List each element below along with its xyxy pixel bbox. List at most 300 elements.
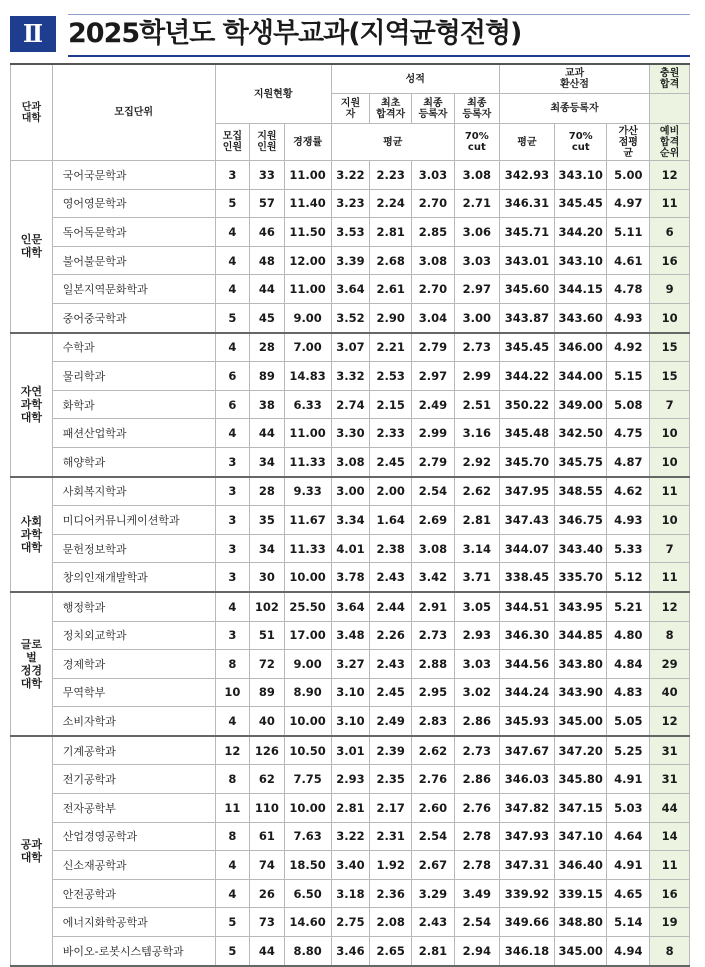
cell-c3: 5.12: [607, 563, 650, 592]
cell-g3: 2.79: [412, 333, 455, 362]
cell-g3: 3.08: [412, 534, 455, 563]
cell-g2: 2.38: [370, 534, 412, 563]
cell-g2: 2.31: [370, 822, 412, 851]
cell-g1: 3.10: [331, 678, 370, 707]
department-name: 창의인재개발학과: [52, 563, 215, 592]
cell-g1: 3.32: [331, 362, 370, 391]
cell-g4: 3.08: [454, 161, 499, 190]
cell-c1: 349.66: [499, 908, 554, 937]
cell-g1: 3.00: [331, 477, 370, 506]
cell-extra: 10: [650, 303, 690, 332]
cell-g4: 3.16: [454, 419, 499, 448]
cell-extra: 12: [650, 592, 690, 621]
cell-c1: 344.07: [499, 534, 554, 563]
cell-applied: 38: [250, 390, 284, 419]
cell-c1: 346.31: [499, 189, 554, 218]
cell-c1: 346.18: [499, 937, 554, 966]
cell-c1: 346.03: [499, 765, 554, 794]
cell-extra: 11: [650, 563, 690, 592]
cell-applied: 26: [250, 879, 284, 908]
cell-ratio: 11.00: [284, 161, 331, 190]
col-final-reg-1: 최종 등록자: [412, 94, 455, 124]
cell-c1: 342.93: [499, 161, 554, 190]
cell-g3: 2.69: [412, 506, 455, 535]
cell-c1: 345.70: [499, 447, 554, 476]
col-quota: 모집 인원: [215, 124, 249, 161]
cell-g3: 3.03: [412, 161, 455, 190]
cell-g4: 2.78: [454, 851, 499, 880]
col-min-pass: 최초 합격자: [370, 94, 412, 124]
cell-c1: 347.31: [499, 851, 554, 880]
department-name: 에너지화학공학과: [52, 908, 215, 937]
cell-ratio: 11.33: [284, 447, 331, 476]
cell-g2: 1.92: [370, 851, 412, 880]
cell-quota: 4: [215, 851, 249, 880]
cell-applied: 44: [250, 275, 284, 304]
cell-ratio: 11.00: [284, 275, 331, 304]
cell-g3: 2.76: [412, 765, 455, 794]
department-name: 산업경영공학과: [52, 822, 215, 851]
cell-c3: 5.21: [607, 592, 650, 621]
cell-ratio: 10.00: [284, 794, 331, 823]
cell-g3: 2.49: [412, 390, 455, 419]
cell-c1: 344.56: [499, 650, 554, 679]
cell-applied: 73: [250, 908, 284, 937]
cell-applied: 89: [250, 362, 284, 391]
cell-ratio: 10.00: [284, 563, 331, 592]
cell-quota: 5: [215, 303, 249, 332]
cell-ratio: 11.40: [284, 189, 331, 218]
col-waitlist: 예비 합격 순위: [650, 124, 690, 161]
col-grades: 성적: [331, 64, 499, 94]
cell-g2: 2.36: [370, 879, 412, 908]
cell-extra: 14: [650, 822, 690, 851]
cell-quota: 3: [215, 161, 249, 190]
table-row: [11, 275, 690, 304]
cell-g2: 2.08: [370, 908, 412, 937]
cell-g2: 2.45: [370, 678, 412, 707]
cell-quota: 4: [215, 333, 249, 362]
cell-g4: 3.71: [454, 563, 499, 592]
cell-c2: 346.00: [555, 333, 607, 362]
cell-g4: 3.06: [454, 218, 499, 247]
cell-c2: 348.55: [555, 477, 607, 506]
cell-c1: 347.43: [499, 506, 554, 535]
cell-g1: 2.81: [331, 794, 370, 823]
cell-c2: 343.10: [555, 161, 607, 190]
cell-quota: 4: [215, 879, 249, 908]
cell-g4: 3.05: [454, 592, 499, 621]
cell-applied: 51: [250, 621, 284, 650]
cell-g2: 2.23: [370, 161, 412, 190]
table-row: [11, 736, 690, 765]
cell-g1: 3.18: [331, 879, 370, 908]
cell-extra: 6: [650, 218, 690, 247]
cell-g4: 2.92: [454, 447, 499, 476]
cell-applied: 74: [250, 851, 284, 880]
cell-c3: 4.83: [607, 678, 650, 707]
cell-applied: 72: [250, 650, 284, 679]
table-row: [11, 333, 690, 362]
department-name: 국어국문학과: [52, 161, 215, 190]
cell-c2: 344.15: [555, 275, 607, 304]
department-name: 수학과: [52, 333, 215, 362]
cell-c1: 345.71: [499, 218, 554, 247]
title-bar: [10, 14, 690, 58]
table-row: [11, 707, 690, 736]
cell-g4: 2.71: [454, 189, 499, 218]
col-application-status: 지원현황: [215, 64, 331, 124]
col-avg: 평균: [331, 124, 454, 161]
col-applicant: 지원 자: [331, 94, 370, 124]
cell-g2: 2.43: [370, 563, 412, 592]
cell-c1: 344.24: [499, 678, 554, 707]
cell-extra: 11: [650, 851, 690, 880]
cell-c2: 343.90: [555, 678, 607, 707]
cell-c3: 4.93: [607, 506, 650, 535]
department-name: 전자공학부: [52, 794, 215, 823]
cell-extra: 15: [650, 333, 690, 362]
cell-quota: 5: [215, 908, 249, 937]
cell-g2: 2.49: [370, 707, 412, 736]
cell-g3: 2.62: [412, 736, 455, 765]
cell-g3: 2.43: [412, 908, 455, 937]
cell-ratio: 6.33: [284, 390, 331, 419]
cell-g1: 2.93: [331, 765, 370, 794]
table-row: [11, 822, 690, 851]
table-row: [11, 362, 690, 391]
department-name: 신소재공학과: [52, 851, 215, 880]
cell-ratio: 11.67: [284, 506, 331, 535]
department-name: 사회복지학과: [52, 477, 215, 506]
cell-ratio: 11.00: [284, 419, 331, 448]
cell-quota: 12: [215, 736, 249, 765]
cell-g3: 3.42: [412, 563, 455, 592]
cell-applied: 126: [250, 736, 284, 765]
table-row: [11, 246, 690, 275]
department-name: 행정학과: [52, 592, 215, 621]
cell-applied: 45: [250, 303, 284, 332]
department-name: 일본지역문화학과: [52, 275, 215, 304]
cell-extra: 8: [650, 937, 690, 966]
cell-c1: 343.01: [499, 246, 554, 275]
cell-g3: 2.97: [412, 362, 455, 391]
cell-g1: 2.75: [331, 908, 370, 937]
cell-c3: 4.87: [607, 447, 650, 476]
cell-quota: 4: [215, 246, 249, 275]
cell-g1: 4.01: [331, 534, 370, 563]
cell-applied: 46: [250, 218, 284, 247]
cell-g4: 2.86: [454, 765, 499, 794]
department-name: 미디어커뮤니케이션학과: [52, 506, 215, 535]
cell-extra: 12: [650, 707, 690, 736]
cell-g2: 2.17: [370, 794, 412, 823]
cell-c2: 347.10: [555, 822, 607, 851]
cell-c1: 346.30: [499, 621, 554, 650]
cell-applied: 35: [250, 506, 284, 535]
cell-g1: 3.22: [331, 161, 370, 190]
cell-g3: 2.85: [412, 218, 455, 247]
cell-g2: 2.35: [370, 765, 412, 794]
cell-c3: 4.80: [607, 621, 650, 650]
cell-ratio: 9.00: [284, 303, 331, 332]
col-avg2: 평균: [499, 124, 554, 161]
cell-g1: 3.48: [331, 621, 370, 650]
cell-c3: 4.64: [607, 822, 650, 851]
cell-c3: 4.94: [607, 937, 650, 966]
col-extra-sub: [650, 94, 690, 124]
cell-applied: 28: [250, 477, 284, 506]
cell-g4: 3.03: [454, 650, 499, 679]
table-row: [11, 161, 690, 190]
cell-applied: 110: [250, 794, 284, 823]
cell-c1: 345.93: [499, 707, 554, 736]
cell-c1: 345.60: [499, 275, 554, 304]
cell-g4: 2.73: [454, 333, 499, 362]
cell-c3: 5.05: [607, 707, 650, 736]
cell-g3: 2.70: [412, 275, 455, 304]
cell-ratio: 10.00: [284, 707, 331, 736]
cell-c2: 345.80: [555, 765, 607, 794]
cell-extra: 19: [650, 908, 690, 937]
cell-c2: 345.00: [555, 937, 607, 966]
cell-c1: 347.82: [499, 794, 554, 823]
cell-c2: 348.80: [555, 908, 607, 937]
cell-c1: 344.51: [499, 592, 554, 621]
cell-g4: 2.51: [454, 390, 499, 419]
cell-g1: 3.64: [331, 592, 370, 621]
cell-g2: 2.39: [370, 736, 412, 765]
cell-extra: 11: [650, 477, 690, 506]
cell-g3: 2.73: [412, 621, 455, 650]
cell-c1: 345.45: [499, 333, 554, 362]
cell-g3: 2.67: [412, 851, 455, 880]
cell-c3: 5.03: [607, 794, 650, 823]
cell-g1: 3.46: [331, 937, 370, 966]
cell-applied: 40: [250, 707, 284, 736]
col-college: 단과 대학: [11, 64, 53, 161]
col-cut70-2: 70% cut: [555, 124, 607, 161]
cell-g3: 2.60: [412, 794, 455, 823]
cell-g4: 3.02: [454, 678, 499, 707]
table-row: [11, 650, 690, 679]
col-ratio: 경쟁률: [284, 124, 331, 161]
cell-g1: 3.22: [331, 822, 370, 851]
department-name: 전기공학과: [52, 765, 215, 794]
cell-applied: 30: [250, 563, 284, 592]
table-row: [11, 447, 690, 476]
cell-extra: 31: [650, 736, 690, 765]
department-name: 무역학부: [52, 678, 215, 707]
cell-c3: 4.84: [607, 650, 650, 679]
table-body: [11, 161, 690, 966]
cell-c2: 349.00: [555, 390, 607, 419]
cell-g1: 3.64: [331, 275, 370, 304]
cell-quota: 4: [215, 419, 249, 448]
cell-c3: 4.75: [607, 419, 650, 448]
cell-g2: 2.81: [370, 218, 412, 247]
cell-extra: 44: [650, 794, 690, 823]
cell-ratio: 8.80: [284, 937, 331, 966]
table-row: [11, 419, 690, 448]
col-applied: 지원 인원: [250, 124, 284, 161]
cell-c1: 338.45: [499, 563, 554, 592]
cell-quota: 3: [215, 563, 249, 592]
cell-applied: 89: [250, 678, 284, 707]
cell-ratio: 7.00: [284, 333, 331, 362]
cell-g3: 2.99: [412, 419, 455, 448]
cell-c3: 5.08: [607, 390, 650, 419]
cell-c3: 5.25: [607, 736, 650, 765]
cell-c3: 4.61: [607, 246, 650, 275]
cell-c3: 4.97: [607, 189, 650, 218]
cell-quota: 3: [215, 534, 249, 563]
cell-quota: 3: [215, 506, 249, 535]
cell-c2: 339.15: [555, 879, 607, 908]
cell-g4: 3.49: [454, 879, 499, 908]
cell-c2: 346.40: [555, 851, 607, 880]
cell-c2: 343.40: [555, 534, 607, 563]
cell-g2: 2.53: [370, 362, 412, 391]
cell-extra: 29: [650, 650, 690, 679]
cell-applied: 57: [250, 189, 284, 218]
title-bottom-rule: [68, 55, 690, 57]
cell-g4: 2.81: [454, 506, 499, 535]
cell-applied: 62: [250, 765, 284, 794]
cell-g1: 3.07: [331, 333, 370, 362]
page-title: 2025학년도 학생부교과(지역균형전형): [68, 18, 522, 49]
cell-ratio: 25.50: [284, 592, 331, 621]
cell-ratio: 18.50: [284, 851, 331, 880]
cell-g2: 2.43: [370, 650, 412, 679]
cell-ratio: 12.00: [284, 246, 331, 275]
cell-extra: 10: [650, 506, 690, 535]
cell-applied: 33: [250, 161, 284, 190]
department-name: 소비자학과: [52, 707, 215, 736]
cell-quota: 4: [215, 218, 249, 247]
cell-g1: 3.08: [331, 447, 370, 476]
cell-ratio: 9.33: [284, 477, 331, 506]
cell-g2: 2.68: [370, 246, 412, 275]
college-name: 글로 벌 정경 대학: [11, 592, 53, 736]
college-name: 사회 과학 대학: [11, 477, 53, 592]
cell-g2: 2.44: [370, 592, 412, 621]
department-name: 영어영문학과: [52, 189, 215, 218]
col-converted: 교과 환산점: [499, 64, 649, 94]
cell-applied: 61: [250, 822, 284, 851]
cell-c2: 347.20: [555, 736, 607, 765]
cell-applied: 48: [250, 246, 284, 275]
cell-g2: 2.00: [370, 477, 412, 506]
cell-g3: 2.83: [412, 707, 455, 736]
cell-g1: 3.39: [331, 246, 370, 275]
col-final-reg-span: 최종등록자: [499, 94, 649, 124]
cell-extra: 8: [650, 621, 690, 650]
department-name: 기계공학과: [52, 736, 215, 765]
admission-results-table: [10, 63, 690, 967]
cell-g2: 1.64: [370, 506, 412, 535]
cell-applied: 102: [250, 592, 284, 621]
cell-g3: 2.79: [412, 447, 455, 476]
table-row: [11, 794, 690, 823]
cell-c2: 345.45: [555, 189, 607, 218]
cell-g2: 2.24: [370, 189, 412, 218]
cell-quota: 6: [215, 362, 249, 391]
cell-quota: 5: [215, 937, 249, 966]
cell-extra: 15: [650, 362, 690, 391]
cell-extra: 7: [650, 390, 690, 419]
cell-c2: 343.10: [555, 246, 607, 275]
cell-g2: 2.90: [370, 303, 412, 332]
cell-c2: 344.20: [555, 218, 607, 247]
cell-ratio: 6.50: [284, 879, 331, 908]
cell-ratio: 10.50: [284, 736, 331, 765]
college-name: 공과 대학: [11, 736, 53, 966]
cell-g4: 3.00: [454, 303, 499, 332]
cell-c1: 350.22: [499, 390, 554, 419]
table-row: [11, 765, 690, 794]
cell-g4: 2.78: [454, 822, 499, 851]
cell-g4: 2.54: [454, 908, 499, 937]
col-unit: 모집단위: [52, 64, 215, 161]
department-name: 독어독문학과: [52, 218, 215, 247]
cell-ratio: 11.33: [284, 534, 331, 563]
department-name: 바이오-로봇시스템공학과: [52, 937, 215, 966]
cell-c3: 4.62: [607, 477, 650, 506]
cell-g4: 3.03: [454, 246, 499, 275]
cell-g3: 2.88: [412, 650, 455, 679]
cell-c3: 4.93: [607, 303, 650, 332]
cell-extra: 40: [650, 678, 690, 707]
cell-c2: 343.60: [555, 303, 607, 332]
cell-c3: 4.92: [607, 333, 650, 362]
cell-g1: 3.53: [331, 218, 370, 247]
cell-c3: 5.11: [607, 218, 650, 247]
cell-c1: 347.95: [499, 477, 554, 506]
cell-applied: 44: [250, 937, 284, 966]
cell-c1: 343.87: [499, 303, 554, 332]
college-name: 자연 과학 대학: [11, 333, 53, 477]
cell-g1: 3.01: [331, 736, 370, 765]
col-bonus: 가산 점평 균: [607, 124, 650, 161]
cell-g1: 3.52: [331, 303, 370, 332]
cell-g4: 2.99: [454, 362, 499, 391]
college-name: 인문 대학: [11, 161, 53, 333]
cell-ratio: 9.00: [284, 650, 331, 679]
cell-applied: 34: [250, 534, 284, 563]
cell-g3: 2.54: [412, 477, 455, 506]
cell-c3: 4.91: [607, 765, 650, 794]
cell-c2: 343.95: [555, 592, 607, 621]
cell-extra: 10: [650, 419, 690, 448]
cell-g2: 2.61: [370, 275, 412, 304]
cell-applied: 28: [250, 333, 284, 362]
cell-quota: 3: [215, 447, 249, 476]
cell-c3: 5.00: [607, 161, 650, 190]
cell-extra: 11: [650, 189, 690, 218]
cell-g4: 2.93: [454, 621, 499, 650]
cell-ratio: 11.50: [284, 218, 331, 247]
department-name: 패션산업학과: [52, 419, 215, 448]
section-number-badge: Ⅱ: [10, 16, 56, 52]
cell-applied: 34: [250, 447, 284, 476]
cell-g2: 2.65: [370, 937, 412, 966]
cell-extra: 31: [650, 765, 690, 794]
department-name: 안전공학과: [52, 879, 215, 908]
table-row: [11, 621, 690, 650]
cell-extra: 16: [650, 246, 690, 275]
table-row: [11, 678, 690, 707]
